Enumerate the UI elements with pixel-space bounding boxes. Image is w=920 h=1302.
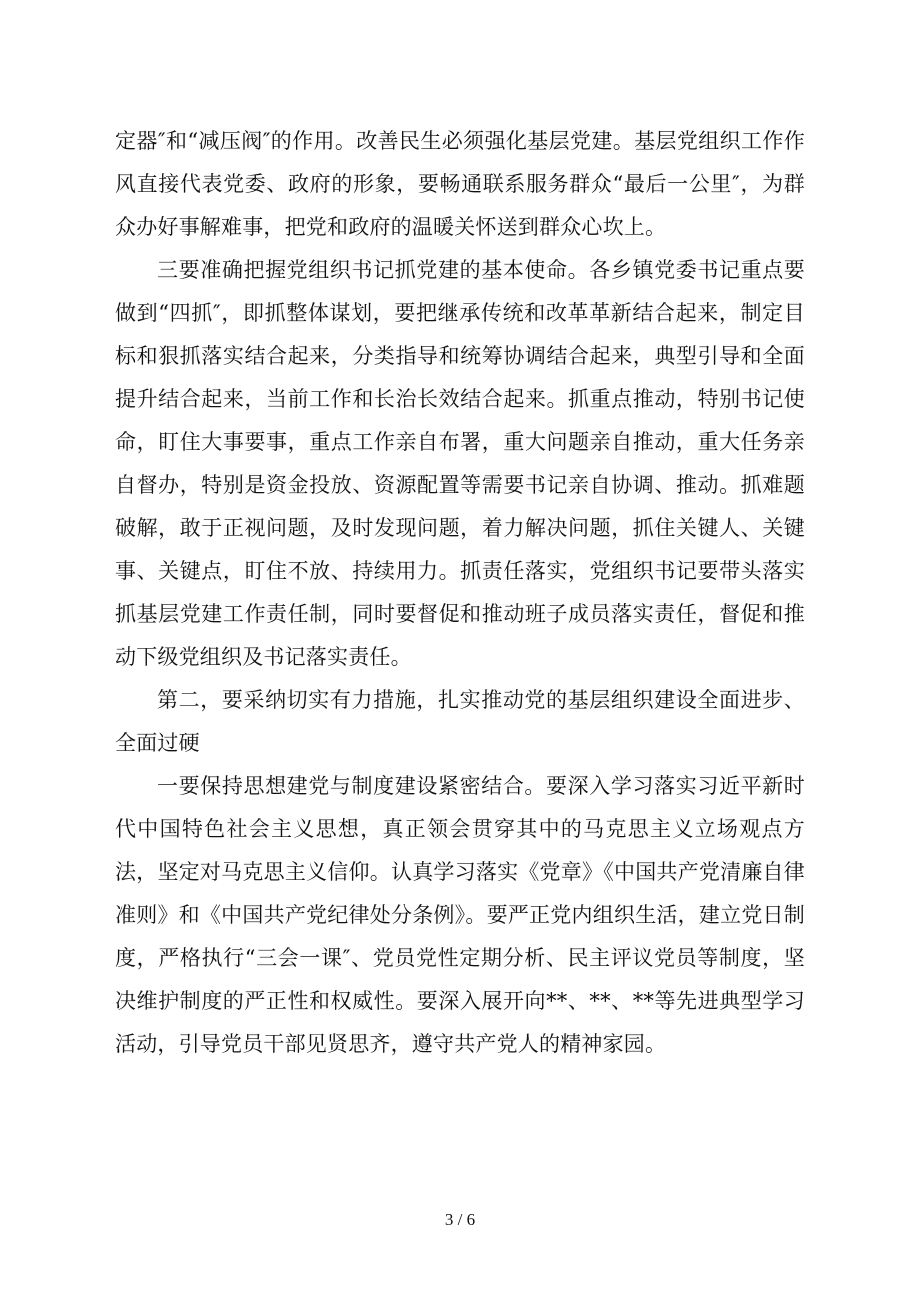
page-number: 3 / 6	[444, 1210, 476, 1229]
paragraph-2: 三要准确把握党组织书记抓党建的基本使命。各乡镇党委书记重点要做到“四抓″，即抓整体谋划，要把继承传统和改革革新结合起来，制定目标和狠抓落实结合起来，分类指导和统筹协调结合起来，典型引导和全面提升结合起来，当前工作和长治长效结合起来。抓重点推动，特别书记使命，盯住大事要事，重点工作亲自布署，重大问题亲自推动，重大任务亲自督办，特别是资金投放、资源配置等需要书记亲自协调、推动。抓难题破解，敢于正视问题，及时发现问题，着力解决问题，抓住关键人、关键事、关键点，盯住不放、持续用力。抓责任落实，党组织书记要带头落实抓基层党建工作责任制，同时要督促和推动班子成员落实责任，督促和推动下级党组织及书记落实责任。	[115, 258, 805, 669]
paragraph-3: 一要保持思想建党与制度建设紧密结合。要深入学习落实习近平新时代中国特色社会主义思想，真正领会贯穿其中的马克思主义立场观点方法，坚定对马克思主义信仰。认真学习落实《党章》《中国共产党清廉自律准则》和《中国共产党纪律处分条例》。要严正党内组织生活，建立党日制度，严格执行“三会一课″、党员党性定期分析、民主评议党员等制度，坚决维护制度的严正性和权威性。要深入展开向**、**、**等先进典型学习活动，引导党员干部见贤思齐，遵守共产党人的精神家园。	[115, 774, 805, 1056]
section-heading: 第二，要采纳切实有力措施，扎实推动党的基层组织建设全面进步、全面过硬	[115, 688, 805, 755]
paragraph-1: 定器″和“减压阀″的作用。改善民生必须强化基层党建。基层党组织工作作风直接代表党委、政府的形象，要畅通联系服务群众“最后一公里″，为群众办好事解难事，把党和政府的温暖关怀送到群众心坎上。	[115, 129, 805, 239]
document-body	[115, 120, 805, 1066]
